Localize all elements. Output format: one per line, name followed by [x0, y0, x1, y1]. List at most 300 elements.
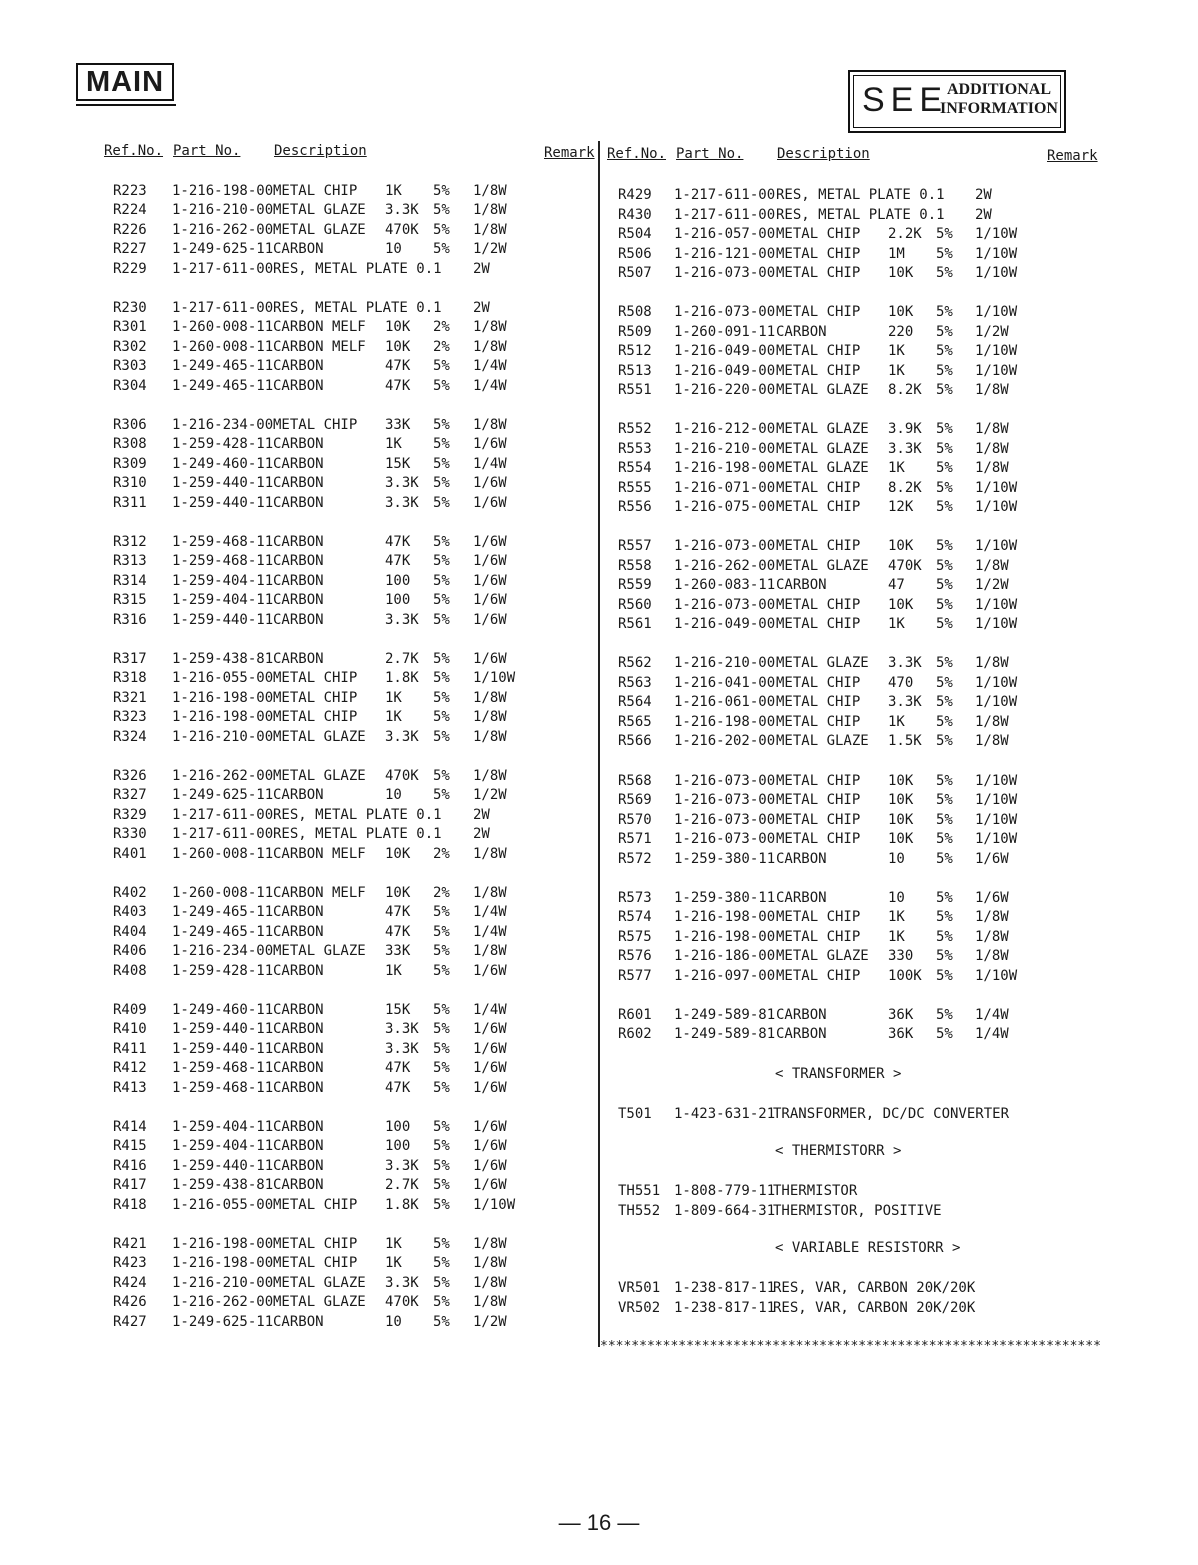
row-value: 2.7K [385, 1177, 419, 1194]
row-tolerance: 5% [433, 1002, 450, 1018]
row-ref: R324 [113, 728, 147, 745]
row-tolerance: 5% [433, 572, 450, 589]
row-power: 1/2W [473, 787, 507, 804]
row-value: 1M [888, 245, 905, 262]
parts-row [113, 1175, 583, 1195]
row-part: 1-249-460-11 [172, 1002, 274, 1018]
row-tolerance: 5% [936, 909, 953, 926]
row-desc: CARBON [273, 1040, 324, 1057]
variable-resistor-heading: < VARIABLE RESISTORR > [775, 1240, 961, 1256]
row-value: 470K [385, 1294, 419, 1311]
row-value: 100 [385, 1138, 411, 1155]
row-power: 1/6W [473, 534, 507, 550]
row-ref: TH551 [618, 1183, 661, 1199]
row-value: 220 [888, 323, 914, 340]
row-part: 1-249-625-11 [172, 1313, 274, 1330]
row-desc: METAL CHIP [776, 831, 861, 847]
row-desc: METAL CHIP [273, 1236, 358, 1252]
row-value: 47K [385, 553, 411, 570]
row-value: 47K [385, 358, 411, 375]
row-power: 1/6W [975, 850, 1009, 867]
row-power: 1/10W [975, 616, 1018, 633]
row-value: 15K [385, 455, 411, 472]
row-part: 1-808-779-11 [674, 1183, 776, 1199]
row-power: 1/6W [473, 1021, 507, 1038]
row-ref: R312 [113, 534, 147, 550]
row-power: 1/6W [473, 572, 507, 589]
row-desc: METAL CHIP [776, 538, 861, 555]
row-part: 1-216-210-00 [172, 728, 274, 745]
row-power: 1/8W [975, 713, 1009, 730]
row-ref: R577 [618, 967, 652, 984]
parts-row [113, 785, 583, 805]
row-desc: RES, METAL PLATE 0.1 [273, 806, 442, 823]
row-desc: CARBON [273, 1021, 324, 1038]
row-part: 1-249-465-11 [172, 904, 274, 921]
parts-row [113, 961, 583, 981]
parts-row [113, 1253, 583, 1273]
parts-row [113, 376, 583, 396]
row-part: 1-260-008-11 [172, 338, 274, 355]
row-desc: CARBON MELF [273, 319, 366, 336]
parts-row [113, 1234, 583, 1254]
row-tolerance: 5% [433, 377, 450, 394]
row-value: 470K [888, 557, 922, 574]
row-value: 470K [385, 768, 419, 784]
transformer-row [618, 1104, 1068, 1124]
row-part: 1-217-611-00 [674, 187, 776, 203]
row-part: 1-216-057-00 [674, 226, 776, 242]
row-desc: METAL GLAZE [273, 1274, 366, 1291]
row-value: 10 [385, 787, 402, 804]
row-power: 1/2W [473, 1313, 507, 1330]
row-power: 1/8W [473, 885, 507, 901]
row-power: 1/10W [473, 670, 516, 687]
row-desc: METAL GLAZE [273, 221, 366, 238]
parts-row [618, 927, 1088, 947]
row-part: 1-259-438-81 [172, 651, 274, 667]
row-tolerance: 5% [433, 728, 450, 745]
row-ref: R416 [113, 1157, 147, 1174]
row-power: 1/10W [975, 304, 1018, 321]
row-ref: R316 [113, 611, 147, 628]
row-tolerance: 5% [433, 1079, 450, 1096]
row-ref: R560 [618, 596, 652, 613]
row-ref: R406 [113, 943, 147, 960]
row-ref: VR502 [618, 1300, 661, 1316]
row-tolerance: 5% [936, 928, 953, 945]
parts-row [113, 1019, 583, 1039]
row-desc: METAL GLAZE [273, 202, 366, 219]
parts-row [618, 946, 1088, 966]
row-tolerance: 5% [433, 651, 450, 667]
row-ref: R309 [113, 455, 147, 472]
row-value: 470 [888, 674, 914, 691]
parts-row [113, 766, 583, 786]
parts-row [113, 941, 583, 961]
row-value: 10K [385, 885, 411, 901]
row-ref: R414 [113, 1119, 147, 1135]
row-part: 1-259-440-11 [172, 1157, 274, 1174]
row-tolerance: 5% [433, 689, 450, 706]
row-ref: R413 [113, 1079, 147, 1096]
row-part: 1-249-465-11 [172, 377, 274, 394]
row-tolerance: 5% [936, 655, 953, 672]
row-part: 1-216-210-00 [674, 655, 776, 672]
row-tolerance: 5% [936, 499, 953, 516]
row-part: 1-259-440-11 [172, 1021, 274, 1038]
row-part: 1-216-212-00 [674, 421, 776, 438]
row-ref: R506 [618, 245, 652, 262]
row-part: 1-216-049-00 [674, 616, 776, 633]
left-header-ref-no: Ref.No. [104, 143, 164, 159]
row-ref: R553 [618, 440, 652, 457]
row-value: 1K [385, 1255, 402, 1272]
row-desc: METAL CHIP [776, 928, 861, 945]
row-value: 10K [888, 596, 914, 613]
row-tolerance: 5% [936, 304, 953, 321]
variable-resistor-row [618, 1278, 1068, 1298]
row-ref: R424 [113, 1274, 147, 1291]
row-part: 1-259-428-11 [172, 436, 274, 453]
row-tolerance: 5% [433, 670, 450, 687]
row-ref: R602 [618, 1026, 652, 1043]
row-part: 1-249-625-11 [172, 241, 274, 258]
row-value: 3.3K [385, 1274, 419, 1291]
row-ref: R308 [113, 436, 147, 453]
row-value: 1.8K [385, 670, 419, 687]
see-additional-information-box [848, 70, 1066, 133]
row-power: 1/6W [473, 475, 507, 492]
row-desc: CARBON [273, 241, 324, 258]
parts-row [618, 1005, 1088, 1025]
row-desc: CARBON [273, 592, 324, 609]
row-part: 1-259-468-11 [172, 1079, 274, 1096]
row-desc: CARBON [273, 358, 324, 375]
row-tolerance: 5% [936, 811, 953, 828]
row-power: 1/8W [975, 382, 1009, 399]
row-power: 2W [473, 300, 490, 316]
row-power: 2W [473, 806, 490, 823]
row-power: 1/6W [473, 553, 507, 570]
row-power: 1/8W [473, 338, 507, 355]
row-part: 1-216-234-00 [172, 417, 274, 433]
row-part: 1-238-817-11 [674, 1280, 776, 1296]
row-desc: METAL CHIP [776, 674, 861, 691]
row-value: 10 [888, 889, 905, 906]
row-part: 1-216-198-00 [674, 460, 776, 477]
row-tolerance: 5% [936, 323, 953, 340]
row-tolerance: 5% [936, 1006, 953, 1023]
row-part: 1-249-589-81 [674, 1026, 776, 1043]
row-desc: METAL CHIP [776, 245, 861, 262]
row-tolerance: 5% [433, 1294, 450, 1311]
row-value: 10K [385, 338, 411, 355]
row-value: 47K [385, 377, 411, 394]
row-power: 1/6W [473, 1040, 507, 1057]
row-power: 1/8W [473, 1274, 507, 1291]
row-desc: CARBON MELF [273, 338, 366, 355]
section-label-main: MAIN [76, 63, 174, 101]
row-desc: CARBON [273, 534, 324, 550]
row-tolerance: 5% [936, 538, 953, 555]
row-part: 1-259-380-11 [674, 850, 776, 867]
parts-row [618, 497, 1088, 517]
row-tolerance: 5% [936, 733, 953, 750]
row-value: 10K [888, 772, 914, 789]
row-desc: METAL GLAZE [776, 655, 869, 672]
row-ref: R401 [113, 845, 147, 862]
row-desc: METAL GLAZE [776, 421, 869, 438]
row-power: 1/4W [975, 1006, 1009, 1023]
row-desc: CARBON [273, 1079, 324, 1096]
row-ref: R568 [618, 772, 652, 789]
page-number: — 16 — [558, 1510, 640, 1535]
thermistor-row [618, 1201, 1068, 1221]
row-value: 10K [888, 265, 914, 281]
row-part: 1-260-008-11 [172, 319, 274, 336]
row-tolerance: 5% [936, 889, 953, 906]
row-desc: METAL CHIP [776, 596, 861, 613]
row-ref: R412 [113, 1060, 147, 1077]
parts-row [113, 454, 583, 474]
right-header-ref-no: Ref.No. [607, 146, 667, 162]
row-power: 1/8W [473, 1236, 507, 1252]
row-desc: CARBON [273, 962, 324, 979]
row-desc: RES, METAL PLATE 0.1 [776, 187, 945, 203]
row-desc: METAL CHIP [776, 811, 861, 828]
row-value: 1K [385, 436, 402, 453]
row-ref: R426 [113, 1294, 147, 1311]
row-power: 1/10W [975, 265, 1018, 281]
row-part: 1-216-071-00 [674, 479, 776, 496]
parts-row [618, 829, 1088, 849]
row-power: 2W [473, 826, 490, 843]
row-tolerance: 5% [433, 1119, 450, 1135]
row-desc: CARBON [273, 904, 324, 921]
row-power: 1/8W [473, 943, 507, 960]
row-ref: R402 [113, 885, 147, 901]
row-desc: THERMISTOR [773, 1183, 858, 1199]
row-power: 1/8W [975, 733, 1009, 750]
row-value: 330 [888, 948, 914, 965]
row-value: 10K [888, 304, 914, 321]
row-part: 1-216-220-00 [674, 382, 776, 399]
parts-row [618, 907, 1088, 927]
row-desc: METAL CHIP [273, 670, 358, 687]
parts-row [618, 614, 1088, 634]
row-value: 3.3K [385, 1040, 419, 1057]
row-tolerance: 5% [433, 1021, 450, 1038]
parts-row [113, 922, 583, 942]
row-ref: R317 [113, 651, 147, 667]
row-value: 100 [385, 1119, 411, 1135]
row-value: 1K [385, 183, 402, 199]
row-tolerance: 5% [433, 241, 450, 258]
row-part: 1-259-404-11 [172, 572, 274, 589]
row-ref: R555 [618, 479, 652, 496]
parts-row [618, 439, 1088, 459]
parts-row [618, 575, 1088, 595]
parts-row [113, 1039, 583, 1059]
row-desc: CARBON [273, 475, 324, 492]
row-ref: R227 [113, 241, 147, 258]
row-power: 1/10W [975, 792, 1018, 808]
row-ref: R556 [618, 499, 652, 516]
row-power: 1/2W [975, 323, 1009, 340]
row-tolerance: 5% [433, 962, 450, 979]
parts-row [113, 1136, 583, 1156]
row-power: 1/10W [975, 831, 1018, 847]
row-power: 1/8W [473, 221, 507, 238]
parts-row [113, 571, 583, 591]
row-desc: CARBON [273, 436, 324, 453]
row-part: 1-259-404-11 [172, 1119, 274, 1135]
row-ref: R313 [113, 553, 147, 570]
row-ref: R572 [618, 850, 652, 867]
row-value: 10K [888, 538, 914, 555]
row-ref: R508 [618, 304, 652, 321]
row-desc: METAL CHIP [273, 689, 358, 706]
row-part: 1-216-055-00 [172, 1196, 274, 1213]
additional-line-1: ADDITIONAL [946, 81, 1051, 98]
row-part: 1-216-202-00 [674, 733, 776, 750]
row-desc: METAL GLAZE [776, 460, 869, 477]
row-desc: CARBON [273, 923, 324, 940]
parts-row [618, 419, 1088, 439]
row-tolerance: 5% [936, 948, 953, 965]
row-ref: R417 [113, 1177, 147, 1194]
row-ref: R601 [618, 1006, 652, 1023]
row-power: 1/8W [975, 928, 1009, 945]
row-tolerance: 5% [433, 455, 450, 472]
row-power: 1/4W [473, 1002, 507, 1018]
row-ref: TH552 [618, 1203, 661, 1219]
row-value: 1K [888, 343, 905, 360]
row-ref: R564 [618, 694, 652, 711]
row-desc: METAL CHIP [776, 265, 861, 281]
row-ref: R566 [618, 733, 652, 750]
thermistor-row [618, 1181, 1068, 1201]
row-desc: METAL GLAZE [776, 733, 869, 750]
parts-row [618, 224, 1088, 244]
row-desc: METAL CHIP [776, 792, 861, 808]
row-ref: R562 [618, 655, 652, 672]
row-desc: METAL GLAZE [273, 728, 366, 745]
row-value: 33K [385, 417, 411, 433]
row-value: 3.3K [888, 694, 922, 711]
row-part: 1-259-468-11 [172, 553, 274, 570]
parts-row [113, 844, 583, 864]
parts-row [618, 322, 1088, 342]
row-desc: METAL CHIP [776, 304, 861, 321]
transformer-heading: < TRANSFORMER > [775, 1066, 902, 1082]
row-ref: R565 [618, 713, 652, 730]
parts-row [618, 478, 1088, 498]
parts-row [618, 849, 1088, 869]
row-ref: R409 [113, 1002, 147, 1018]
parts-row [113, 1312, 583, 1332]
row-desc: METAL CHIP [273, 709, 358, 726]
row-power: 1/10W [975, 362, 1018, 379]
row-tolerance: 5% [433, 787, 450, 804]
row-part: 1-216-198-00 [674, 713, 776, 730]
row-part: 1-216-210-00 [172, 1274, 274, 1291]
row-value: 3.3K [385, 202, 419, 219]
row-tolerance: 5% [433, 709, 450, 726]
row-ref: R329 [113, 806, 147, 823]
parts-row [618, 1024, 1088, 1044]
row-desc: CARBON [273, 1119, 324, 1135]
parts-row [618, 263, 1088, 283]
row-tolerance: 5% [936, 1026, 953, 1043]
row-tolerance: 5% [433, 943, 450, 960]
row-value: 100K [888, 967, 922, 984]
row-ref: R559 [618, 577, 652, 594]
row-desc: CARBON [273, 377, 324, 394]
row-tolerance: 5% [936, 362, 953, 379]
row-ref: R408 [113, 962, 147, 979]
row-part: 1-259-404-11 [172, 1138, 274, 1155]
row-value: 1K [385, 962, 402, 979]
row-power: 1/8W [975, 421, 1009, 438]
row-power: 1/4W [473, 377, 507, 394]
row-part: 1-216-262-00 [674, 557, 776, 574]
row-tolerance: 5% [936, 265, 953, 281]
row-ref: R229 [113, 260, 147, 277]
row-tolerance: 5% [936, 616, 953, 633]
row-ref: R554 [618, 460, 652, 477]
row-part: 1-249-465-11 [172, 358, 274, 375]
row-ref: R224 [113, 202, 147, 219]
row-tolerance: 5% [433, 494, 450, 511]
left-header-remark: Remark [544, 145, 595, 161]
row-part: 1-238-817-11 [674, 1300, 776, 1316]
row-desc: CARBON MELF [273, 885, 366, 901]
row-value: 3.3K [888, 440, 922, 457]
row-part: 1-216-073-00 [674, 792, 776, 808]
parts-row [618, 536, 1088, 556]
row-part: 1-216-073-00 [674, 538, 776, 555]
parts-row [618, 556, 1088, 576]
parts-row [113, 1078, 583, 1098]
row-ref: R418 [113, 1196, 147, 1213]
row-value: 100 [385, 572, 411, 589]
row-tolerance: 5% [936, 850, 953, 867]
row-tolerance: 5% [433, 768, 450, 784]
row-tolerance: 5% [433, 611, 450, 628]
parts-row [113, 239, 583, 259]
column-divider [598, 141, 600, 1347]
row-part: 1-216-210-00 [172, 202, 274, 219]
row-tolerance: 5% [433, 183, 450, 199]
row-value: 1.8K [385, 1196, 419, 1213]
row-power: 1/8W [975, 909, 1009, 926]
row-ref: R330 [113, 826, 147, 843]
row-ref: R569 [618, 792, 652, 808]
row-tolerance: 5% [433, 202, 450, 219]
row-value: 1K [385, 709, 402, 726]
row-power: 1/10W [975, 772, 1018, 789]
parts-row [618, 790, 1088, 810]
row-power: 1/10W [975, 596, 1018, 613]
row-desc: RES, VAR, CARBON 20K/20K [773, 1280, 976, 1296]
row-power: 1/8W [473, 689, 507, 706]
parts-row [618, 205, 1088, 225]
parts-row [618, 244, 1088, 264]
right-header-remark: Remark [1047, 148, 1098, 164]
row-part: 1-217-611-00 [172, 260, 274, 277]
